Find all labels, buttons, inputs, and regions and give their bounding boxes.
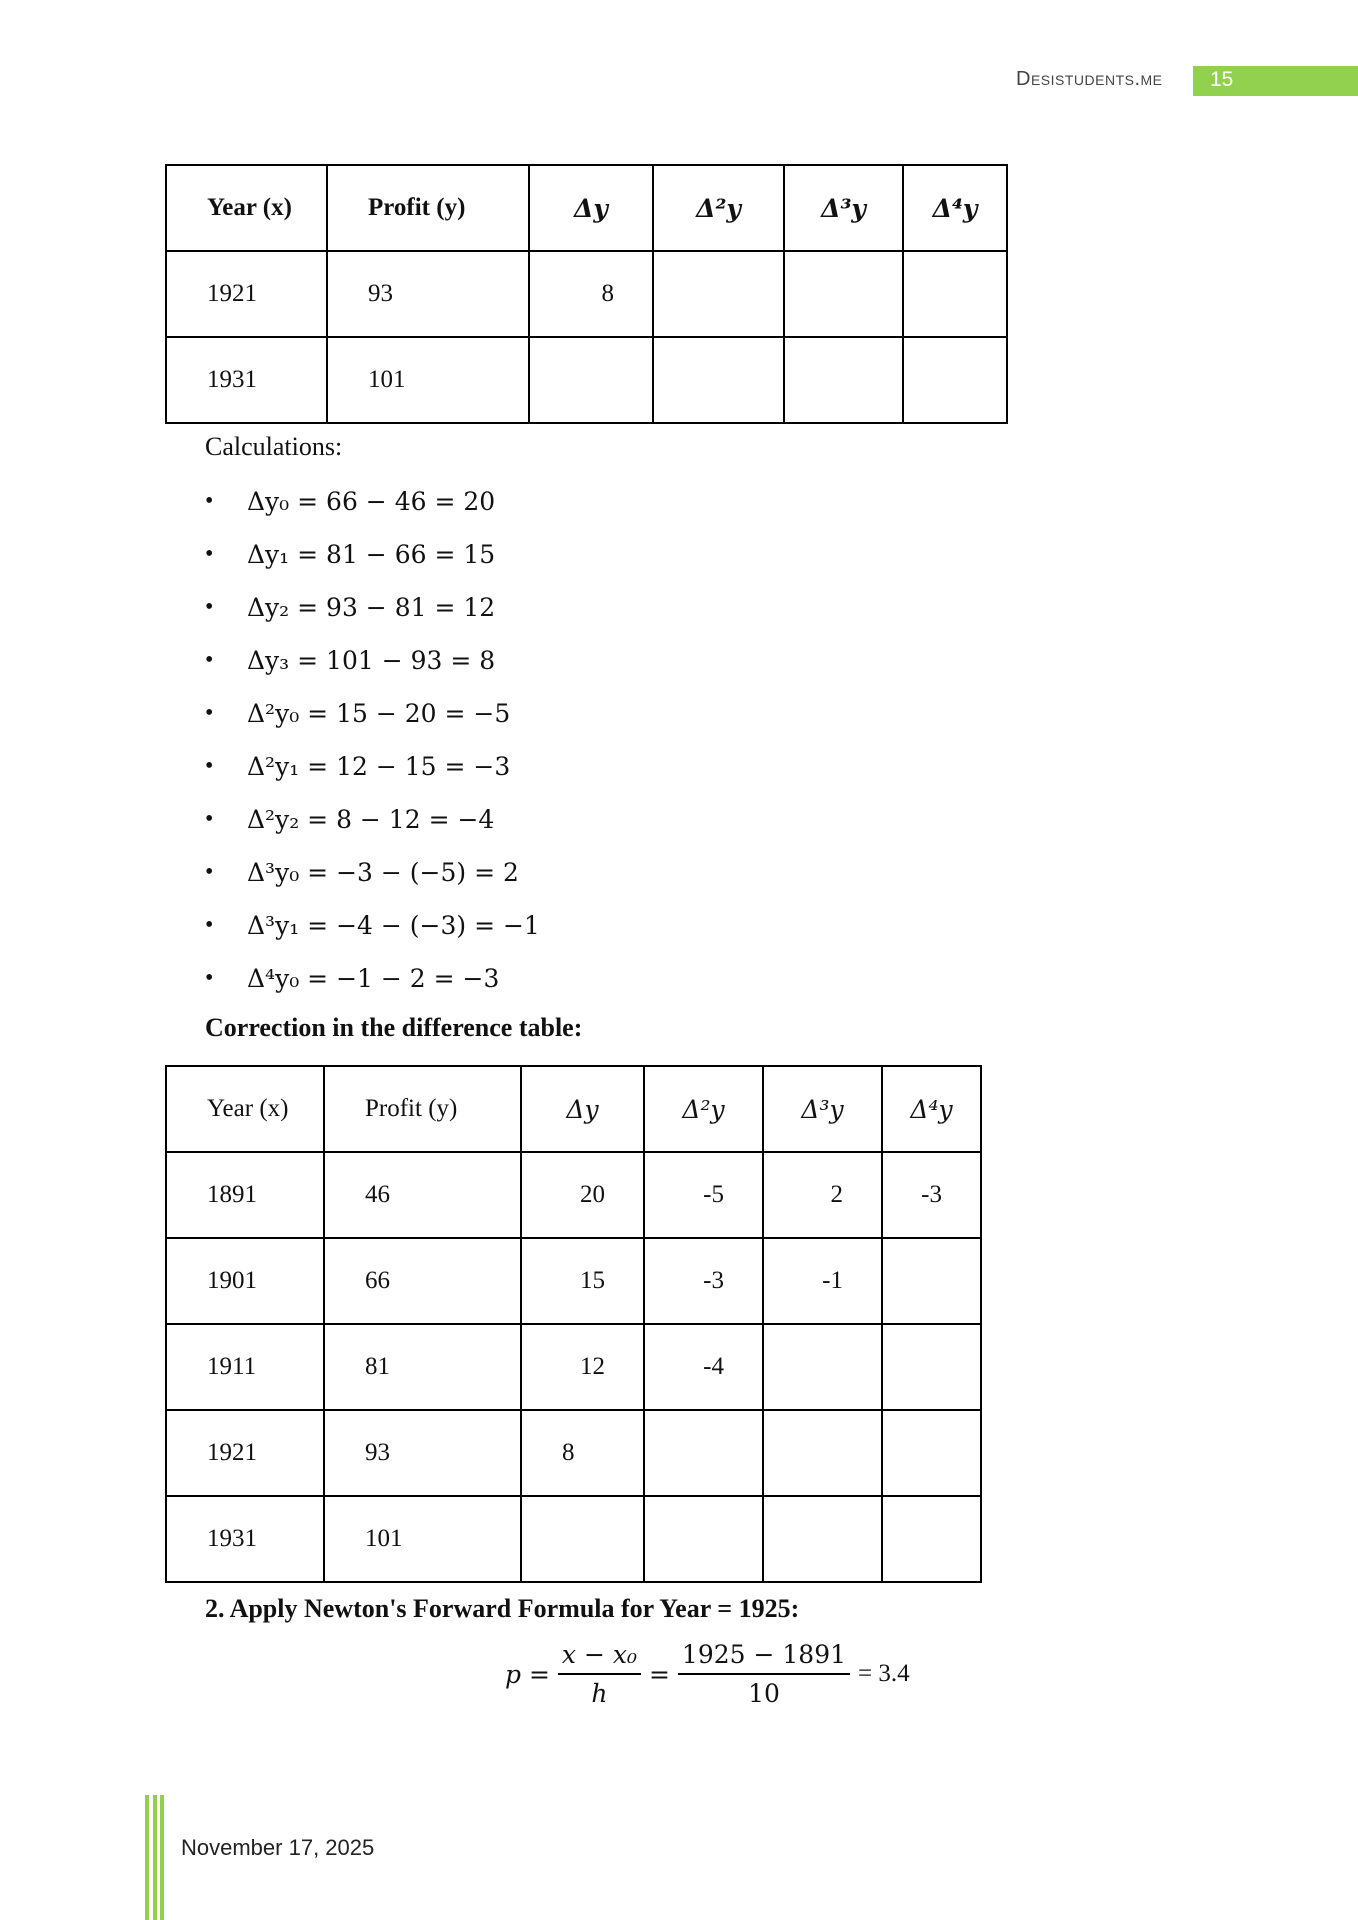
header-delta-y: Δy (521, 1066, 644, 1152)
calculation-item: • Δ²y₀ = 15 − 20 = −5 (205, 687, 540, 740)
cell-delta3-y (763, 1410, 882, 1496)
calculation-item: • Δy₃ = 101 − 93 = 8 (205, 634, 540, 687)
cell-delta-y: 8 (521, 1410, 644, 1496)
cell-delta4-y (903, 251, 1007, 337)
cell-delta4-y (882, 1238, 981, 1324)
cell-delta2-y (653, 337, 784, 423)
fraction-denominator: h (591, 1679, 608, 1708)
header-year: Year (x) (166, 165, 327, 251)
fraction-numerator: x − x₀ (558, 1640, 641, 1675)
cell-year: 1921 (166, 1410, 324, 1496)
cell-profit: 101 (324, 1496, 521, 1582)
header-delta4-y: Δ⁴y (903, 165, 1007, 251)
fraction-numeric (678, 1640, 850, 1708)
header-delta4-y: Δ⁴y (882, 1066, 981, 1152)
footer-date: November 17, 2025 (181, 1835, 375, 1860)
calculation-item: • Δ²y₂ = 8 − 12 = −4 (205, 793, 540, 846)
table-row (166, 1324, 981, 1410)
table-row (166, 251, 1007, 337)
cell-delta3-y (763, 1324, 882, 1410)
header-delta2-y: Δ²y (653, 165, 784, 251)
cell-delta-y: 12 (521, 1324, 644, 1410)
cell-delta2-y (653, 251, 784, 337)
header-delta3-y: Δ³y (784, 165, 903, 251)
cell-delta2-y: -5 (644, 1152, 763, 1238)
fraction-denominator: 10 (748, 1679, 780, 1708)
cell-delta3-y: 2 (763, 1152, 882, 1238)
calculation-item: • Δy₁ = 81 − 66 = 15 (205, 528, 540, 581)
calculation-item: • Δy₂ = 93 − 81 = 12 (205, 581, 540, 634)
cell-delta3-y (784, 337, 903, 423)
header-profit: Profit (y) (327, 165, 529, 251)
cell-delta2-y (644, 1496, 763, 1582)
cell-delta4-y: -3 (882, 1152, 981, 1238)
difference-table-continued (165, 164, 1008, 424)
cell-profit: 93 (327, 251, 529, 337)
cell-delta4-y (903, 337, 1007, 423)
formula-lhs: p = (505, 1659, 550, 1689)
cell-delta-y (529, 337, 653, 423)
cell-delta-y (521, 1496, 644, 1582)
calculation-item: • Δ³y₀ = −3 − (−5) = 2 (205, 846, 540, 899)
cell-delta4-y (882, 1410, 981, 1496)
calculations-title: Calculations: (205, 432, 343, 461)
table-row (166, 337, 1007, 423)
cell-year: 1911 (166, 1324, 324, 1410)
table-row (166, 1410, 981, 1496)
formula-result: = 3.4 (858, 1660, 910, 1687)
table-row (166, 1496, 981, 1582)
cell-delta-y: 15 (521, 1238, 644, 1324)
page-number: 15 (1210, 68, 1234, 91)
table-row (166, 1152, 981, 1238)
footer-decoration (145, 1795, 165, 1920)
step2-title: 2. Apply Newton's Forward Formula for Year = 1925: (205, 1594, 800, 1623)
cell-year: 1901 (166, 1238, 324, 1324)
calculation-item: • Δ²y₁ = 12 − 15 = −3 (205, 740, 540, 793)
calculation-item: • Δ³y₁ = −4 − (−3) = −1 (205, 899, 540, 952)
cell-delta3-y (784, 251, 903, 337)
table-row (166, 1238, 981, 1324)
table-header-row (166, 1066, 981, 1152)
cell-year: 1931 (166, 337, 327, 423)
cell-profit: 81 (324, 1324, 521, 1410)
cell-profit: 46 (324, 1152, 521, 1238)
cell-delta2-y: -4 (644, 1324, 763, 1410)
calculation-item: • Δy₀ = 66 − 46 = 20 (205, 475, 540, 528)
cell-delta-y: 8 (529, 251, 653, 337)
cell-delta2-y (644, 1410, 763, 1496)
cell-delta3-y (763, 1496, 882, 1582)
header-delta2-y: Δ²y (644, 1066, 763, 1152)
table-header-row (166, 165, 1007, 251)
cell-profit: 101 (327, 337, 529, 423)
cell-year: 1891 (166, 1152, 324, 1238)
header-profit: Profit (y) (324, 1066, 521, 1152)
header-year: Year (x) (166, 1066, 324, 1152)
cell-profit: 93 (324, 1410, 521, 1496)
correction-title: Correction in the difference table: (205, 1013, 583, 1042)
cell-delta3-y: -1 (763, 1238, 882, 1324)
cell-delta-y: 20 (521, 1152, 644, 1238)
cell-year: 1921 (166, 251, 327, 337)
formula-equals: = (648, 1659, 670, 1689)
cell-delta4-y (882, 1324, 981, 1410)
newton-formula (505, 1640, 910, 1708)
header-delta-y: Δy (529, 165, 653, 251)
cell-delta2-y: -3 (644, 1238, 763, 1324)
site-name: Desistudents.me (1016, 68, 1163, 90)
difference-table-corrected (165, 1065, 982, 1583)
calculation-item: • Δ⁴y₀ = −1 − 2 = −3 (205, 952, 540, 1005)
header-delta3-y: Δ³y (763, 1066, 882, 1152)
fraction-symbolic (558, 1640, 641, 1708)
cell-profit: 66 (324, 1238, 521, 1324)
cell-delta4-y (882, 1496, 981, 1582)
fraction-numerator: 1925 − 1891 (678, 1640, 850, 1675)
calculations-list (205, 475, 540, 1005)
cell-year: 1931 (166, 1496, 324, 1582)
